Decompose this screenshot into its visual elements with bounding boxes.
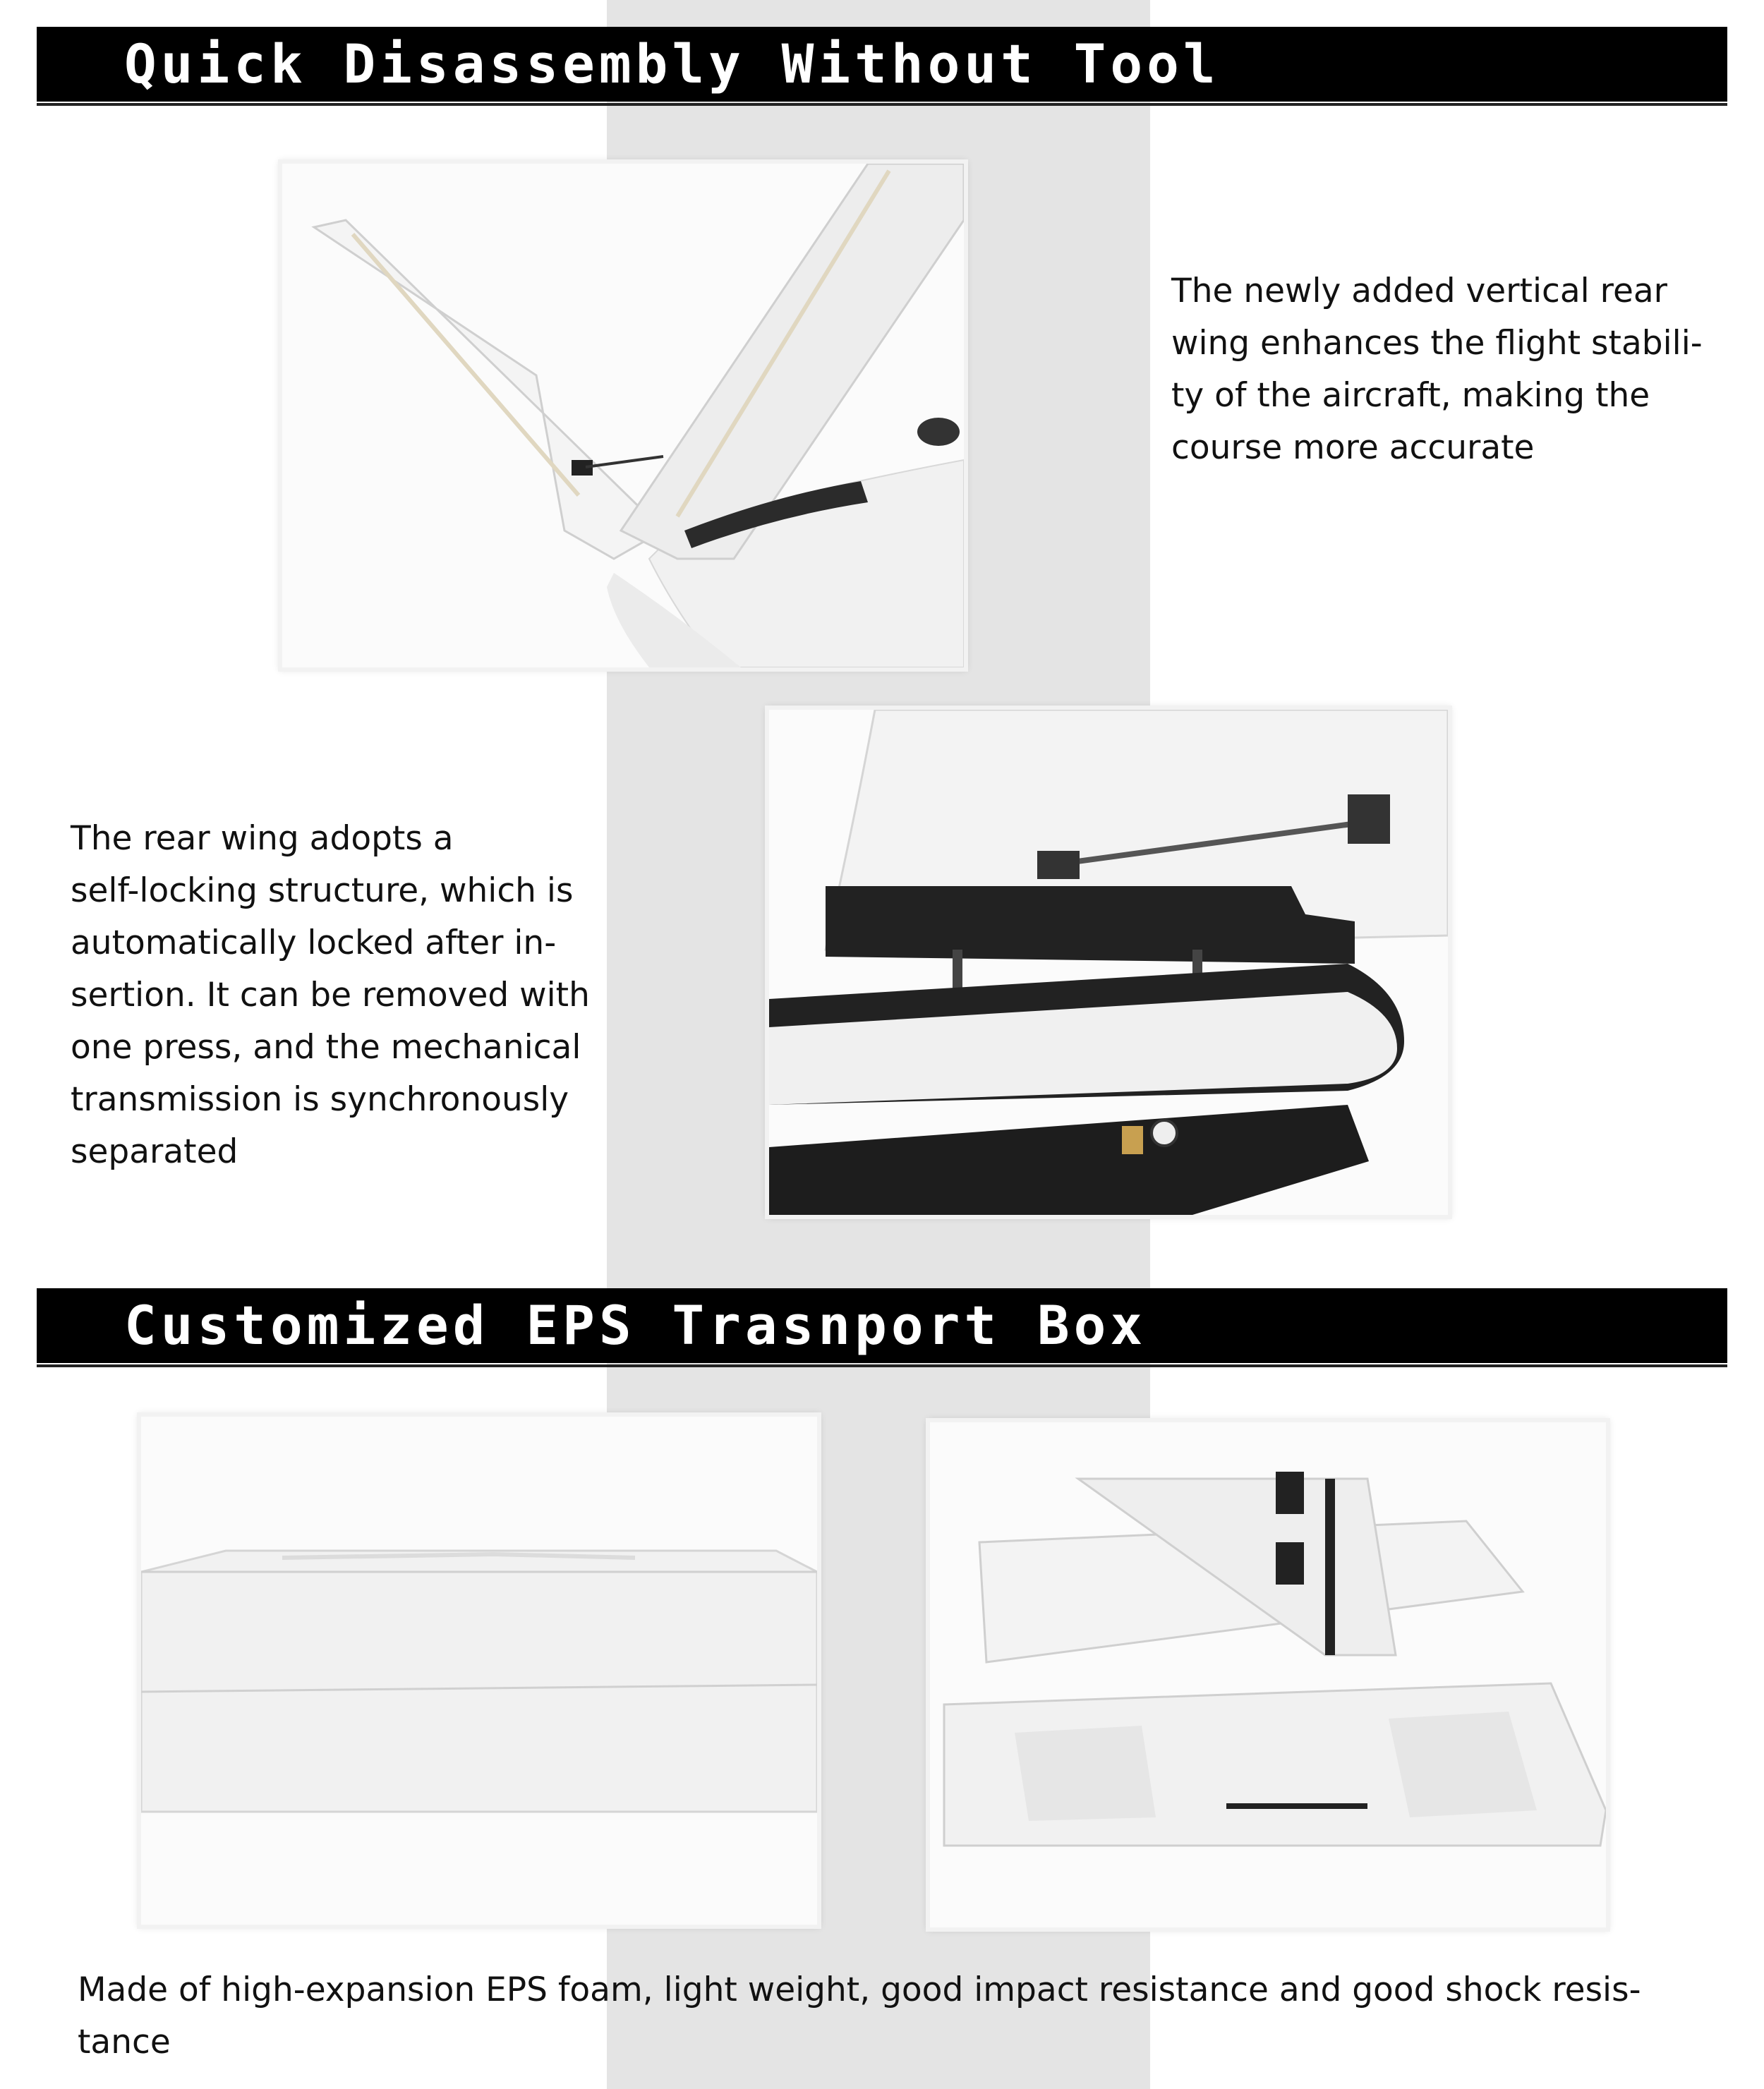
closed-box-illustration: [141, 1417, 817, 1925]
header-underline: [37, 103, 1727, 106]
section-title-disassembly: Quick Disassembly Without Tool: [124, 32, 1220, 95]
caption-vertical-rear-wing: The newly added vertical rear wing enhances the flight stabili- ty of the aircraft, making the course more accurate: [1171, 272, 1703, 467]
section-header-transport-box: [37, 1288, 1727, 1363]
self-locking-structure-photo: [769, 710, 1448, 1215]
open-box-illustration: [930, 1422, 1606, 1927]
locking-structure-illustration: [769, 710, 1448, 1215]
header-underline: [37, 1364, 1727, 1367]
open-eps-box-photo: [930, 1422, 1606, 1927]
closed-eps-box-photo: [141, 1417, 817, 1925]
caption-eps-foam: Made of high-expansion EPS foam, light weight, good impact resistance and good shock resis- tance: [78, 1970, 1641, 2061]
section-header-disassembly: [37, 27, 1727, 102]
caption-self-locking: The rear wing adopts a self-locking structure, which is automatically locked after in- sertion. It can be removed with one press, and the mechanical transmission is synchronously separated: [71, 819, 590, 1171]
section-title-transport-box: Customized EPS Trasnport Box: [124, 1294, 1147, 1357]
tail-wing-photo: [282, 164, 964, 667]
tail-wing-illustration: [282, 164, 964, 667]
